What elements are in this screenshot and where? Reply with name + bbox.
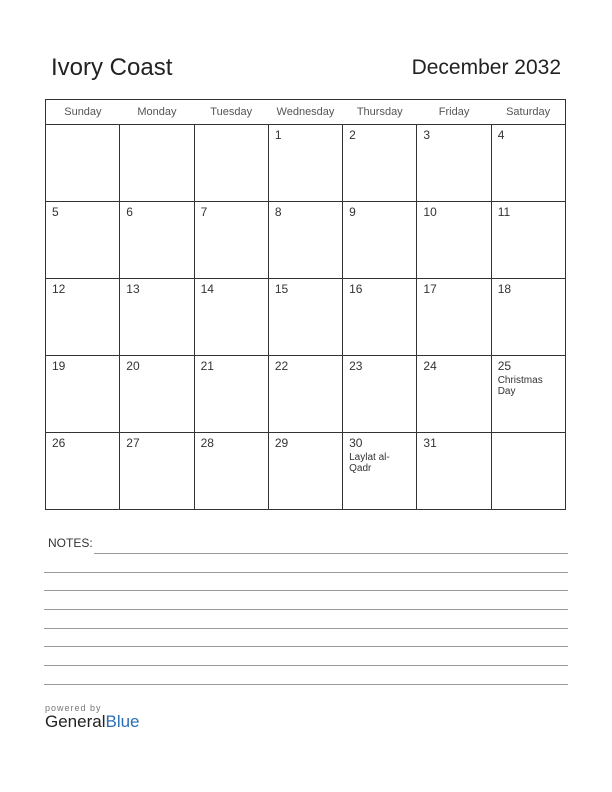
day-cell bbox=[343, 279, 417, 356]
week-row bbox=[46, 279, 566, 356]
day-number: 23 bbox=[349, 359, 363, 373]
day-cell bbox=[120, 125, 194, 202]
day-number: 22 bbox=[274, 359, 289, 373]
day-cell bbox=[343, 202, 417, 279]
day-cell bbox=[194, 125, 268, 202]
notes-label: NOTES: bbox=[48, 536, 93, 550]
powered-by-text: powered by bbox=[45, 703, 102, 713]
day-cell bbox=[343, 433, 417, 510]
day-number: 9 bbox=[349, 205, 356, 219]
day-cell bbox=[46, 202, 120, 279]
logo-blue: Blue bbox=[105, 712, 140, 731]
day-number: 1 bbox=[274, 128, 282, 142]
brand-footer bbox=[45, 703, 140, 732]
day-number: 27 bbox=[126, 436, 140, 450]
day-cell bbox=[491, 202, 565, 279]
day-cell bbox=[46, 356, 120, 433]
notes-line bbox=[44, 628, 568, 629]
day-number: 26 bbox=[52, 436, 66, 450]
day-cell bbox=[194, 356, 268, 433]
day-number: 14 bbox=[200, 282, 214, 296]
day-number: 20 bbox=[126, 359, 140, 373]
day-number: 18 bbox=[497, 282, 512, 296]
day-number: 17 bbox=[423, 282, 437, 296]
day-number: 12 bbox=[52, 282, 66, 296]
weekday-sunday: Sunday bbox=[46, 100, 120, 125]
day-cell bbox=[491, 125, 565, 202]
calendar-grid bbox=[45, 99, 566, 510]
day-cell bbox=[268, 279, 342, 356]
day-cell bbox=[268, 125, 342, 202]
week-row bbox=[46, 125, 566, 202]
day-cell bbox=[343, 356, 417, 433]
day-number: 3 bbox=[423, 128, 431, 142]
day-cell bbox=[120, 202, 194, 279]
day-number: 30 bbox=[349, 436, 363, 450]
day-cell bbox=[343, 125, 417, 202]
day-cell bbox=[491, 433, 565, 510]
day-cell bbox=[46, 125, 120, 202]
day-number: 6 bbox=[126, 205, 133, 219]
week-row bbox=[46, 356, 566, 433]
day-cell bbox=[417, 125, 491, 202]
week-row bbox=[46, 433, 566, 510]
country-title: Ivory Coast bbox=[51, 54, 173, 81]
day-cell bbox=[120, 433, 194, 510]
day-number: 16 bbox=[349, 282, 363, 296]
day-cell bbox=[120, 279, 194, 356]
logo-general: General bbox=[45, 712, 106, 731]
day-cell bbox=[46, 433, 120, 510]
day-number: 29 bbox=[274, 436, 289, 450]
holiday-label: Christmas Day bbox=[497, 375, 543, 397]
weekday-saturday: Saturday bbox=[491, 100, 565, 125]
notes-line bbox=[44, 665, 568, 666]
holiday-label: Laylat al-Qadr bbox=[349, 452, 390, 474]
month-title: December 2032 bbox=[411, 56, 561, 79]
day-number: 13 bbox=[126, 282, 140, 296]
day-cell bbox=[194, 202, 268, 279]
day-number: 5 bbox=[52, 205, 59, 219]
day-number: 28 bbox=[200, 436, 214, 450]
notes-line bbox=[44, 609, 568, 610]
day-cell bbox=[417, 433, 491, 510]
day-number: 19 bbox=[52, 359, 66, 373]
notes-line bbox=[44, 646, 568, 647]
weekday-header-row bbox=[46, 100, 566, 125]
weekday-friday: Friday bbox=[417, 100, 491, 125]
day-number: 7 bbox=[200, 205, 208, 219]
day-number: 24 bbox=[423, 359, 437, 373]
day-number: 4 bbox=[497, 128, 505, 142]
weekday-thursday: Thursday bbox=[343, 100, 417, 125]
notes-line bbox=[44, 590, 568, 591]
day-cell bbox=[417, 356, 491, 433]
weekday-monday: Monday bbox=[120, 100, 194, 125]
day-cell bbox=[417, 279, 491, 356]
day-cell bbox=[417, 202, 491, 279]
notes-line bbox=[94, 553, 568, 554]
weekday-tuesday: Tuesday bbox=[194, 100, 268, 125]
day-cell bbox=[120, 356, 194, 433]
day-number: 10 bbox=[423, 205, 437, 219]
day-number: 11 bbox=[497, 205, 511, 219]
weekday-wednesday: Wednesday bbox=[268, 100, 342, 125]
day-number: 15 bbox=[274, 282, 289, 296]
week-row bbox=[46, 202, 566, 279]
notes-line bbox=[44, 572, 568, 573]
day-cell bbox=[194, 279, 268, 356]
day-cell bbox=[194, 433, 268, 510]
day-cell bbox=[491, 356, 565, 433]
day-cell bbox=[268, 433, 342, 510]
day-number: 31 bbox=[423, 436, 437, 450]
day-number: 8 bbox=[274, 205, 282, 219]
day-cell bbox=[268, 202, 342, 279]
day-number: 25 bbox=[497, 359, 512, 373]
day-cell bbox=[491, 279, 565, 356]
day-cell bbox=[268, 356, 342, 433]
day-cell bbox=[46, 279, 120, 356]
notes-line bbox=[44, 684, 568, 685]
generalblue-logo bbox=[45, 712, 140, 732]
day-number: 21 bbox=[200, 359, 214, 373]
day-number: 2 bbox=[349, 128, 356, 142]
